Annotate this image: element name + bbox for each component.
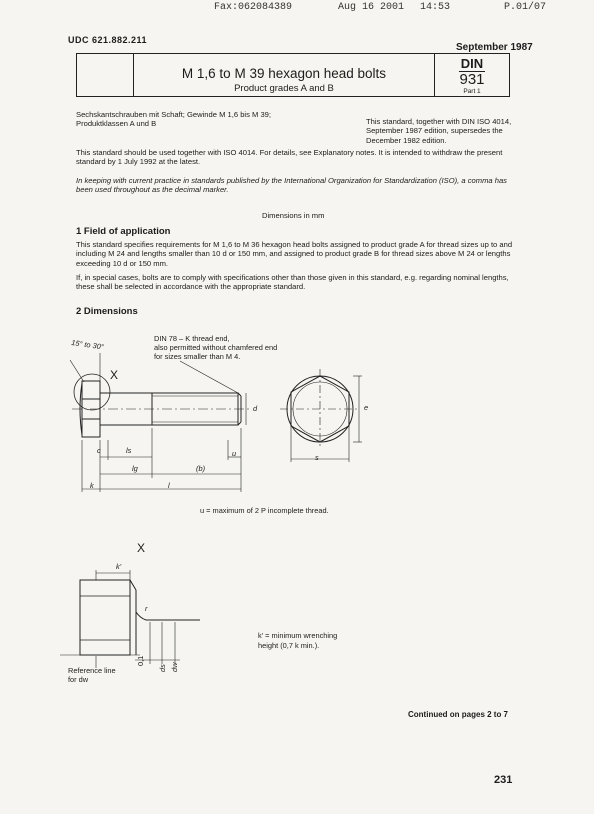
detail-x-title: X (137, 541, 146, 555)
k-prime-note-2: height (0,7 k min.). (258, 641, 320, 650)
document-title: M 1,6 to M 39 hexagon head bolts (181, 66, 387, 81)
thread-note-line-3: for sizes smaller than M 4. (154, 352, 241, 361)
issue-date: September 1987 (456, 42, 533, 53)
din-number: 931 (459, 71, 485, 88)
fax-page: P.01/07 (504, 2, 547, 13)
section-1-heading: 1 Field of application (76, 226, 171, 237)
dim-01-label: 0,1 (136, 655, 145, 666)
german-title: Sechskantschrauben mit Schaft; Gewinde M 1,6 bis M 39; Produktklassen A und B (76, 110, 272, 129)
chamfer-angle-label: 15° to 30° (70, 338, 105, 352)
bolt-side-view (70, 353, 252, 437)
k-prime-note-1: k' = minimum wrenching (258, 631, 338, 640)
detail-x-marker: X (110, 368, 119, 382)
din-logo-text: DIN (460, 56, 484, 71)
fax-time: 14:53 (420, 2, 451, 13)
dim-d-label: d (253, 404, 258, 413)
detail-x-drawing (60, 570, 200, 668)
u-note: u = maximum of 2 P incomplete thread. (200, 506, 329, 515)
dim-l-label: l (168, 481, 170, 490)
reference-line-label-2: for dw (68, 675, 89, 684)
dim-e-label: e (364, 403, 369, 412)
document-subtitle: Product grades A and B (234, 83, 334, 94)
dim-s-label: s (315, 453, 319, 462)
fax-number: Fax:062084389 (214, 2, 293, 13)
supersedes-note: This standard, together with DIN ISO 4014, September 1987 edition, supersedes the December 1982 edition. (366, 117, 512, 145)
udc-number: UDC 621.882.211 (68, 35, 148, 45)
bolt-head-end-view (280, 369, 362, 462)
dim-k-label: k (90, 481, 94, 490)
dim-u-label: u (232, 449, 237, 458)
dim-lg-label: lg (132, 464, 138, 473)
dim-k-prime-label: k' (116, 562, 122, 571)
section-2-heading: 2 Dimensions (76, 306, 138, 317)
iso-note: In keeping with current practice in standards published by the International Organization for Standardization (ISO), a comma has been used throughout as the decimal marker. (76, 176, 507, 195)
section-1-paragraph-1: This standard specifies requirements for M 1,6 to M 36 hexagon head bolts assigned to product grade A for thread sizes up to and including M 24 and lengths smaller than 10 d or 150 mm, and assigned to product grade B for thread sizes above M 24 or lengths exceeding 10 d or 150 mm. (76, 240, 513, 268)
dim-c-label: c (97, 446, 101, 455)
page-number: 231 (494, 774, 513, 786)
intro-paragraph: This standard should be used together with ISO 4014. For details, see Explanatory notes. It is intended to withdraw the present standard by 1 July 1992 at the latest. (76, 148, 503, 167)
thread-note-line-2: also permitted without chamfered end (154, 343, 278, 352)
bolt-dimension-lines (82, 393, 246, 492)
fax-date: Aug 16 2001 (338, 2, 405, 13)
dim-ls-label: ls (126, 446, 132, 455)
section-1-paragraph-2: If, in special cases, bolts are to comply with specifications other than those given in this standard, e.g. regarding nominal lengths, these shall be selected in accordance with the appropriate standard. (76, 273, 509, 292)
dim-dw-label: dw (170, 662, 179, 672)
dim-b-label: (b) (196, 464, 206, 473)
dimensions-note: Dimensions in mm (262, 211, 325, 220)
reference-line-label-1: Reference line (68, 666, 116, 675)
dim-ds-label: ds (158, 664, 167, 672)
continued-note: Continued on pages 2 to 7 (408, 710, 509, 719)
thread-note-line-1: DIN 78 – K thread end, (154, 334, 230, 343)
din-part: Part 1 (463, 88, 481, 95)
dim-r-label: r (145, 604, 148, 613)
